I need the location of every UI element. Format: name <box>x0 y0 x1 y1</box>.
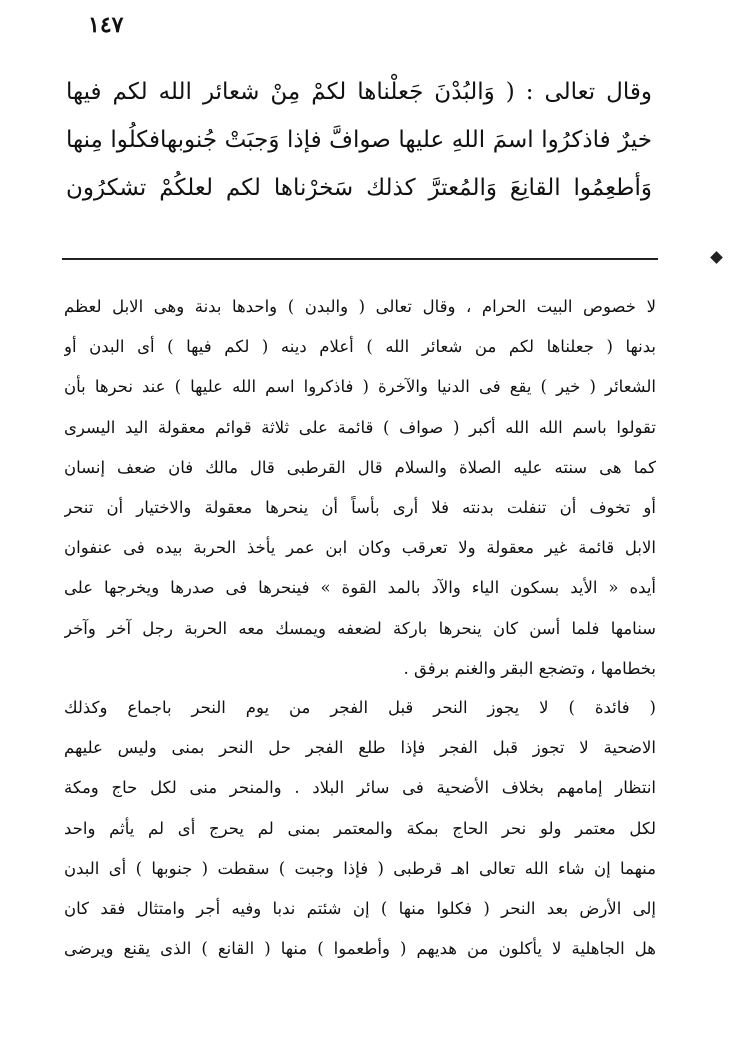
commentary-line: تقولوا باسم الله الله أكبر ( صواف ) قائمة على ثلاثة قوائم معقولة اليد اليسرى <box>64 417 656 437</box>
verse-line: وَأطعِمُوا القانِعَ وَالمُعترَّ كذلك سَخرْناها لكم لعلكُمْ تشكرُون <box>66 175 652 201</box>
commentary-line: انتظار إمامهم بخلاف الأضحية فى سائر البلاد . والمنحر منى لكل حاج ومكة <box>64 778 656 798</box>
commentary-line: أيده « الأيد بسكون الياء والآد بالمد القوة » فينحرها فى صدرها ويخرجها على <box>64 578 656 598</box>
commentary-line: الاضحية لا تجوز قبل الفجر فإذا طلع الفجر حل النحر بمنى وليس عليهم <box>64 738 656 758</box>
commentary-line: منهما إن شاء الله تعالى اهـ قرطبى ( فإذا وجبت ) سقطت ( جنوبها ) أى البدن <box>64 858 656 878</box>
page-number: ١٤٧ <box>88 12 124 38</box>
commentary-line: ( فائدة ) لا يجوز النحر قبل الفجر من يوم النحر باجماع وكذلك <box>64 698 656 717</box>
verse-line: خيرٌ فاذكرُوا اسمَ اللهِ عليها صوافَّ فإذا وَجبَتْ جُنوبهافكلُوا مِنها <box>66 127 652 153</box>
commentary-line: هل الجاهلية لا يأكلون من هديهم ( وأطعموا ) منها ( القانع ) الذى يقنع ويرضى <box>64 939 656 959</box>
commentary-line: بخطامها ، وتضجع البقر والغنم برفق . <box>403 658 656 678</box>
commentary-line: الابل قائمة غير معقولة ولا تعرقب وكان ابن عمر يأخذ الحربة بيده فى عنفوان <box>64 538 656 558</box>
commentary-line: لكل معتمر ولو نحر الحاج بمكة والمعتمر بمنى لم يحرج أى لم يأثم واحد <box>64 818 656 838</box>
commentary-paragraph-1 <box>64 287 656 689</box>
commentary-line: الشعائر ( خير ) يقع فى الدنيا والآخرة ( فاذكروا اسم الله عليها ) عند نحرها بأن <box>64 377 656 397</box>
commentary-line: كما هى سنته عليه الصلاة والسلام قال القرطبى قال مالك فان ضعف إنسان <box>64 457 656 477</box>
quran-verse-block <box>66 68 652 212</box>
commentary-line: لا خصوص البيت الحرام ، وقال تعالى ( والبدن ) واحدها بدنة وهى الابل لعظم <box>64 297 656 316</box>
commentary-line: بدنها ( جعلناها لكم من شعائر الله ) أعلام دينه ( لكم فيها ) أى البدن أو <box>64 337 656 357</box>
commentary-paragraph-2 <box>64 688 656 969</box>
separator-rule <box>62 258 658 260</box>
commentary-line: أو تخوف أن تنفلت بدنته فلا أرى بأساً أن ينحرها معقولة والاختيار أن تنحر <box>64 497 656 517</box>
commentary-line: سنامها فلما أسن كان ينحرها باركة لضعفه ويمسك معه الحربة رجل آخر وآخر <box>64 618 656 638</box>
margin-mark <box>710 251 723 264</box>
commentary-line: إلى الأرض بعد النحر ( فكلوا منها ) إن شئتم ندبا وفيه أجر وامتثال فقد كان <box>64 898 656 918</box>
verse-line: وقال تعالى : ( وَالبُدْنَ جَعلْناها لكمْ مِنْ شعائر الله لكم فيها <box>66 79 652 105</box>
